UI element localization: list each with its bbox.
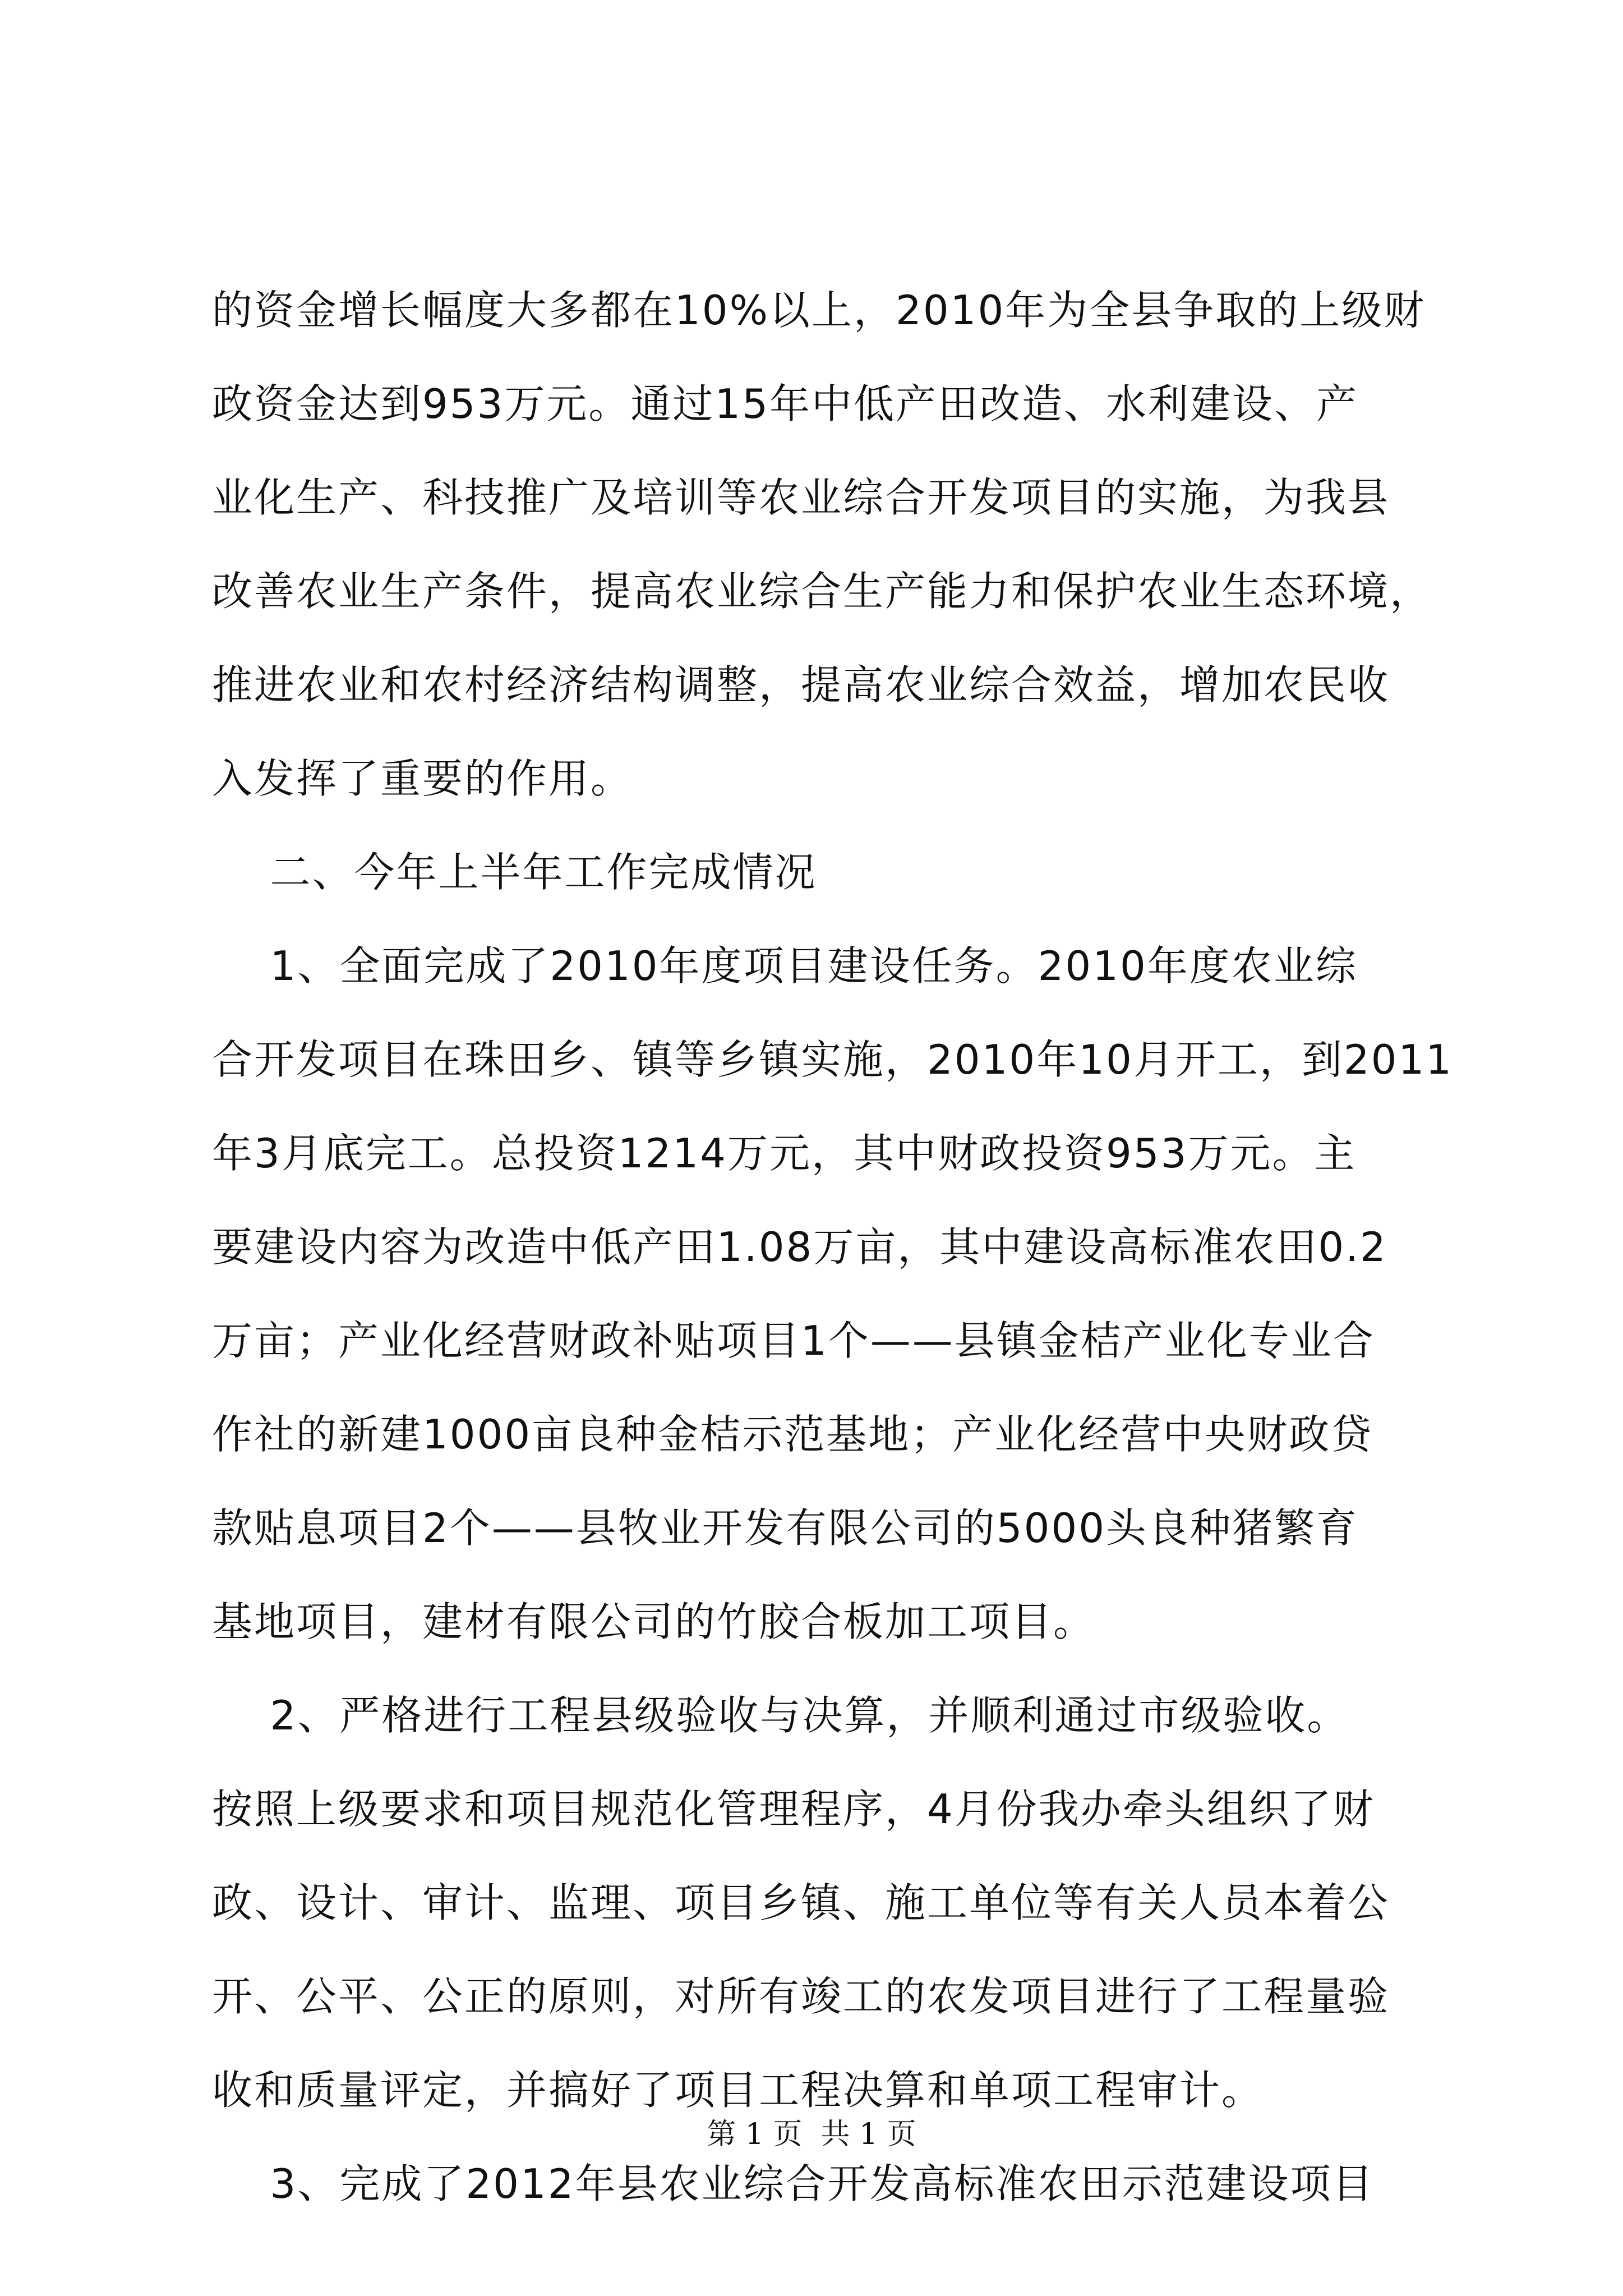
text-line: 收和质量评定，并搞好了项目工程决算和单项工程审计。 xyxy=(212,2067,1264,2114)
text-line: 按照上级要求和项目规范化管理程序，4月份我办牵头组织了财 xyxy=(212,1786,1375,1833)
text-line: 3、完成了2012年县农业综合开发高标准农田示范建设项目 xyxy=(212,2160,1375,2207)
section-heading: 二、今年上半年工作完成情况 xyxy=(212,849,817,896)
text-line: 年3月底完工。总投资1214万元，其中财政投资953万元。主 xyxy=(212,1130,1357,1177)
text-line: 政、设计、审计、监理、项目乡镇、施工单位等有关人员本着公 xyxy=(212,1879,1390,1926)
text-line: 作社的新建1000亩良种金桔示范基地；产业化经营中央财政贷 xyxy=(212,1411,1373,1458)
text-line: 合开发项目在珠田乡、镇等乡镇实施，2010年10月开工，到2011 xyxy=(212,1036,1454,1083)
text-line: 入发挥了重要的作用。 xyxy=(212,755,633,802)
text-line: 基地项目，建材有限公司的竹胶合板加工项目。 xyxy=(212,1598,1096,1645)
text-line: 款贴息项目2个——县牧业开发有限公司的5000头良种猪繁育 xyxy=(212,1504,1359,1552)
page-number-footer: 第 1 页 共 1 页 xyxy=(707,2118,916,2151)
text-line: 业化生产、科技推广及培训等农业综合开发项目的实施，为我县 xyxy=(212,474,1390,521)
text-line: 的资金增长幅度大多都在10%以上，2010年为全县争取的上级财 xyxy=(212,287,1426,334)
text-line: 政资金达到953万元。通过15年中低产田改造、水利建设、产 xyxy=(212,380,1359,427)
text-line: 2、严格进行工程县级验收与决算，并顺利通过市级验收。 xyxy=(212,1692,1349,1739)
text-line: 要建设内容为改造中低产田1.08万亩，其中建设高标准农田0.2 xyxy=(212,1223,1387,1271)
document-body xyxy=(212,264,1454,2231)
text-line: 开、公平、公正的原则，对所有竣工的农发项目进行了工程量验 xyxy=(212,1973,1390,2020)
text-line: 万亩；产业化经营财政补贴项目1个——县镇金桔产业化专业合 xyxy=(212,1317,1375,1364)
text-line: 推进农业和农村经济结构调整，提高农业综合效益，增加农民收 xyxy=(212,661,1390,708)
text-line: 1、全面完成了2010年度项目建设任务。2010年度农业综 xyxy=(212,942,1358,990)
text-line: 改善农业生产条件，提高农业综合生产能力和保护农业生态环境， xyxy=(212,568,1432,615)
